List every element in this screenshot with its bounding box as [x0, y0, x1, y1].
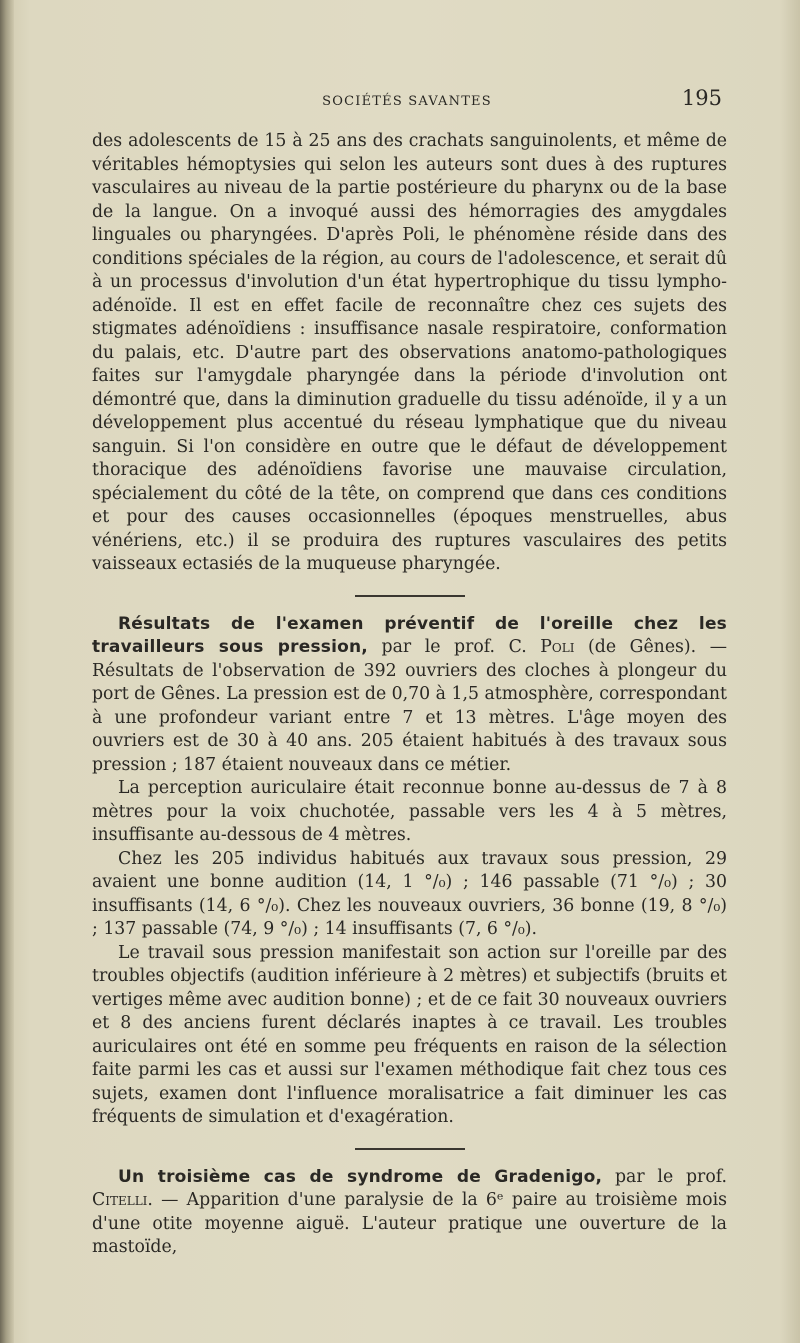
section-gradenigo-text: . — Apparition d'une paralysie de la 6ᵉ paire au troisième mois d'une otite moyenne aiguë. L'auteur pratique une ouverture de la mastoïde, [92, 1190, 727, 1257]
section-divider [355, 595, 465, 597]
author-name: Poli [540, 637, 575, 657]
section-resultats-intro [92, 613, 727, 778]
section-title-gradenigo: Un troisième cas de syndrome de Gradenigo, [118, 1166, 603, 1187]
page-header [92, 86, 722, 116]
paragraph-statistics: Chez les 205 individus habitués aux travaux sous pression, 29 avaient une bonne audition (14, 1 °/₀) ; 146 passable (71 °/₀) ; 30 insuffisants (14, 6 °/₀). Chez les nouveaux ouvriers, 36 bonne (19, 8 °/₀) ; 137 passable (74, 9 °/₀) ; 14 insuffisants (7, 6 °/₀). [92, 848, 727, 939]
paragraph-continued: des adolescents de 15 à 25 ans des crachats sanguinolents, et même de véritables hémoptysies qui selon les auteurs sont dues à des ruptures vasculaires au niveau de la partie postérieure du pharynx ou de la base de la langue. On a invoqué aussi des hémorragies des amygdales linguales ou pharyngées. D'après Poli, le phénomène réside dans des conditions spéciales de la région, au cours de l'adolescence, et serait dû à un processus d'involution d'un état hypertrophique du tissu lympho-adénoïde. Il est en effet facile de reconnaître chez ces sujets des stigmates adénoïdiens : insuffisance nasale respiratoire, conformation du palais, etc. D'autre part des observations anatomo-pathologiques faites sur l'amygdale pharyngée dans la période d'involution ont démontré que, dans la diminution graduelle du tissu adénoïde, il y a un développement plus accentué du réseau lymphatique que du niveau sanguin. Si l'on considère en outre que le défaut de développement thoracique des adénoïdiens favorise une mauvaise circulation, spécialement du côté de la tête, on comprend que dans ces conditions et pour des causes occasionnelles (époques menstruelles, abus vénériens, etc.) il se produira des ruptures vasculaires des petits vaisseaux ectasiés de la muqueuse pharyngée. [92, 131, 727, 574]
author-intro: par le prof. [602, 1166, 727, 1187]
paragraph-travail: Le travail sous pression manifestait son action sur l'oreille par des troubles objectifs (audition inférieure à 2 mètres) et subjectifs (bruits et vertiges même avec audition bonne) ; et de ce fait 30 nouveaux ouvriers et 8 des anciens furent déclarés inaptes à ce travail. Les troubles auriculaires ont été en somme peu fréquents en raison de la sélection faite parmi les cas et aussi sur l'examen méthodique fait chez tous ces sujets, examen dont l'influence moralisatrice a fait diminuer les cas fréquents de simulation et d'exagération. [92, 942, 727, 1127]
page-binding-shadow [0, 0, 14, 1343]
running-head: SOCIÉTÉS SAVANTES [322, 94, 492, 109]
page-number: 195 [681, 86, 722, 110]
body-text [92, 130, 727, 1260]
author-name: Citelli [92, 1190, 148, 1210]
paragraph-perception: La perception auriculaire était reconnue bonne au-dessus de 7 à 8 mètres pour la voix chuchotée, passable vers les 4 à 5 mètres, insuffisante au-dessous de 4 mètres. [92, 778, 727, 845]
section-gradenigo-intro [92, 1166, 727, 1260]
section-title-resultats: Résultats de l'examen préventif de l'oreille chez les travailleurs sous pression, [92, 613, 727, 657]
section-resultats-text: (de Gênes). — Résultats de l'observation de 392 ouvriers des cloches à plongeur du port de Gênes. La pression est de 0,70 à 1,5 atmosphère, correspondant à une profondeur variant entre 7 et 13 mètres. L'âge moyen des ouvriers est de 30 à 40 ans. 205 étaient habitués à des travaux sous pression ; 187 étaient nouveaux dans ce métier. [92, 637, 727, 775]
section-divider [355, 1148, 465, 1150]
author-intro: par le prof. C. [367, 637, 541, 657]
